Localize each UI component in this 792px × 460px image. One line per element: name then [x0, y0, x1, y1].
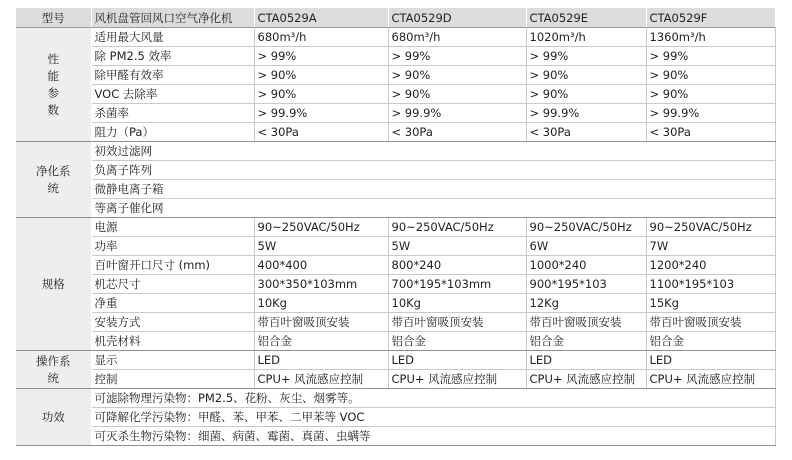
- table-row: [16, 47, 775, 66]
- row-value: > 90%: [388, 85, 526, 104]
- table-row: [16, 199, 775, 218]
- header-row: [16, 8, 775, 28]
- row-label: 功率: [91, 237, 254, 256]
- row-label: 显示: [91, 351, 254, 370]
- row-label: 控制: [91, 370, 254, 389]
- section-title: [16, 351, 91, 389]
- section-title-text: 操作系统: [36, 353, 71, 385]
- row-label: VOC 去除率: [91, 85, 254, 104]
- row-value: > 99.9%: [388, 104, 526, 123]
- row-value: > 99%: [526, 47, 646, 66]
- row-label: 杀菌率: [91, 104, 254, 123]
- row-value: 带百叶窗吸顶安装: [526, 313, 646, 332]
- row-value: CPU+ 风流感应控制: [388, 370, 526, 389]
- section-title-text: 净化系统: [36, 163, 71, 195]
- row-value: > 90%: [526, 85, 646, 104]
- row-value: < 30Pa: [388, 123, 526, 142]
- row-value: LED: [646, 351, 775, 370]
- table-row: [16, 256, 775, 275]
- row-label: 机壳材料: [91, 332, 254, 351]
- row-value: > 99%: [254, 47, 388, 66]
- row-label: 阻力（Pa）: [91, 123, 254, 142]
- row-value: 6W: [526, 237, 646, 256]
- table-row: [16, 370, 775, 389]
- row-label: 机芯尺寸: [91, 275, 254, 294]
- header-model: CTA0529D: [388, 8, 526, 28]
- table-row: [16, 275, 775, 294]
- row-value: 12Kg: [526, 294, 646, 313]
- row-value: < 30Pa: [526, 123, 646, 142]
- row-label: 百叶窗开口尺寸 (mm): [91, 256, 254, 275]
- row-value: 700*195*103mm: [388, 275, 526, 294]
- table-row: [16, 161, 775, 180]
- row-value: > 90%: [254, 66, 388, 85]
- table-row: [16, 351, 775, 370]
- row-value: > 99.9%: [646, 104, 775, 123]
- row-label: 净重: [91, 294, 254, 313]
- row-value: 带百叶窗吸顶安装: [646, 313, 775, 332]
- row-label: 安装方式: [91, 313, 254, 332]
- row-value: > 90%: [254, 85, 388, 104]
- table-row: [16, 123, 775, 142]
- table-row: [16, 237, 775, 256]
- row-value: 1200*240: [646, 256, 775, 275]
- table-row: [16, 313, 775, 332]
- row-value: > 99.9%: [254, 104, 388, 123]
- row-value: 1020m³/h: [526, 28, 646, 47]
- row-value: LED: [526, 351, 646, 370]
- row-value: 90~250VAC/50Hz: [526, 218, 646, 237]
- row-value: 90~250VAC/50Hz: [646, 218, 775, 237]
- row-value: > 90%: [646, 66, 775, 85]
- row-value: 铝合金: [388, 332, 526, 351]
- row-value: 10Kg: [388, 294, 526, 313]
- table-row: [16, 389, 775, 408]
- row-value: 10Kg: [254, 294, 388, 313]
- row-label: 适用最大风量: [91, 28, 254, 47]
- row-value: < 30Pa: [646, 123, 775, 142]
- row-value: > 90%: [526, 66, 646, 85]
- row-item: 初效过滤网: [91, 142, 775, 161]
- row-value: CPU+ 风流感应控制: [646, 370, 775, 389]
- row-value: > 99.9%: [526, 104, 646, 123]
- row-value: 1360m³/h: [646, 28, 775, 47]
- row-value: LED: [254, 351, 388, 370]
- row-value: > 99%: [646, 47, 775, 66]
- row-value: 5W: [388, 237, 526, 256]
- section-title: [16, 142, 91, 218]
- header-model: CTA0529A: [254, 8, 388, 28]
- section-title: [16, 389, 91, 446]
- table-row: [16, 28, 775, 47]
- table-row: [16, 85, 775, 104]
- section-title-text: 功效: [41, 409, 65, 424]
- header-label: 型号: [16, 8, 91, 28]
- row-value: 800*240: [388, 256, 526, 275]
- row-value: 300*350*103mm: [254, 275, 388, 294]
- row-value: 5W: [254, 237, 388, 256]
- table-row: [16, 104, 775, 123]
- row-value: 15Kg: [646, 294, 775, 313]
- row-label: 除甲醛有效率: [91, 66, 254, 85]
- row-value: 1100*195*103: [646, 275, 775, 294]
- row-value: CPU+ 风流感应控制: [526, 370, 646, 389]
- row-value: < 30Pa: [254, 123, 388, 142]
- row-value: 带百叶窗吸顶安装: [388, 313, 526, 332]
- row-value: 90~250VAC/50Hz: [254, 218, 388, 237]
- row-item: 可灭杀生物污染物：细菌、病菌、霉菌、真菌、虫螨等: [91, 427, 775, 446]
- section-title: [16, 218, 91, 351]
- row-label: 除 PM2.5 效率: [91, 47, 254, 66]
- row-value: 90~250VAC/50Hz: [388, 218, 526, 237]
- spec-table: [16, 8, 776, 446]
- header-model: CTA0529E: [526, 8, 646, 28]
- row-item: 可降解化学污染物：甲醛、苯、甲苯、二甲苯等 VOC: [91, 408, 775, 427]
- row-value: > 99%: [388, 47, 526, 66]
- table-row: [16, 332, 775, 351]
- row-value: 1000*240: [526, 256, 646, 275]
- row-item: 可滤除物理污染物：PM2.5、花粉、灰尘、烟雾等。: [91, 389, 775, 408]
- row-value: LED: [388, 351, 526, 370]
- row-value: 400*400: [254, 256, 388, 275]
- row-label: 电源: [91, 218, 254, 237]
- header-model: CTA0529F: [646, 8, 775, 28]
- row-item: 等离子催化网: [91, 199, 775, 218]
- row-value: 680m³/h: [254, 28, 388, 47]
- row-value: > 90%: [646, 85, 775, 104]
- section-title: [16, 28, 91, 142]
- table-row: [16, 142, 775, 161]
- row-value: 7W: [646, 237, 775, 256]
- table-row: [16, 408, 775, 427]
- table-row: [16, 66, 775, 85]
- section-title-text: 规格: [41, 276, 65, 291]
- spec-table-body: [16, 8, 775, 446]
- header-product: 风机盘管回风口空气净化机: [91, 8, 254, 28]
- row-item: 微静电离子箱: [91, 180, 775, 199]
- section-title-text: 性能参数: [47, 51, 59, 117]
- row-value: > 90%: [388, 66, 526, 85]
- table-row: [16, 180, 775, 199]
- row-value: 铝合金: [646, 332, 775, 351]
- row-value: 铝合金: [526, 332, 646, 351]
- table-row: [16, 294, 775, 313]
- table-row: [16, 427, 775, 446]
- row-value: 900*195*103: [526, 275, 646, 294]
- row-value: 680m³/h: [388, 28, 526, 47]
- row-value: 带百叶窗吸顶安装: [254, 313, 388, 332]
- row-item: 负离子阵列: [91, 161, 775, 180]
- row-value: 铝合金: [254, 332, 388, 351]
- table-row: [16, 218, 775, 237]
- row-value: CPU+ 风流感应控制: [254, 370, 388, 389]
